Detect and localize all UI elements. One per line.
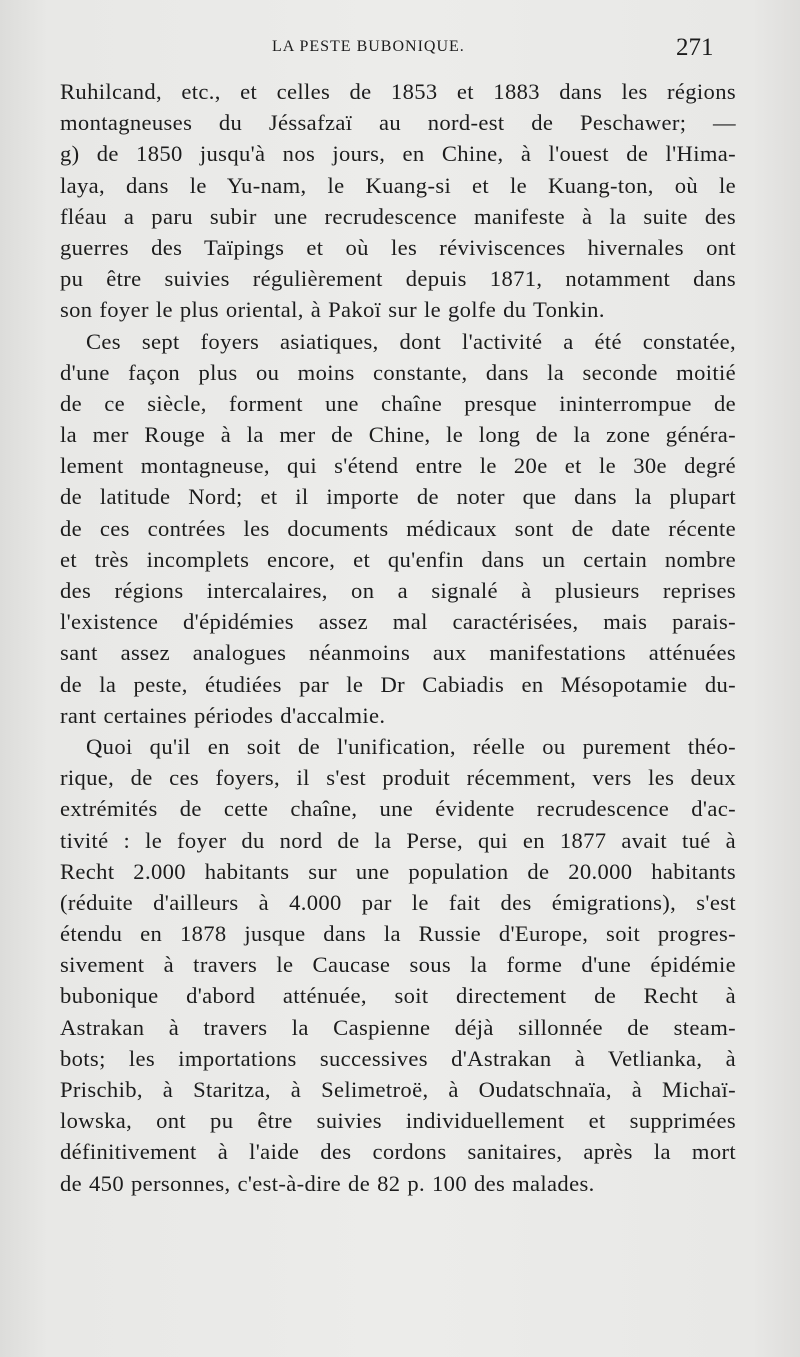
page-number: 271 bbox=[676, 34, 714, 61]
text-line: bots; les importations successives d'Astrakan à Vetlianka, à bbox=[60, 1045, 736, 1071]
text-line: de la peste, étudiées par le Dr Cabiadis en Mésopotamie du- bbox=[60, 671, 736, 697]
text-line: de 450 personnes, c'est-à-dire de 82 p. 100 des malades. bbox=[60, 1170, 595, 1196]
text-line: lement montagneuse, qui s'étend entre le 20e et le 30e degré bbox=[60, 453, 736, 479]
text-line: pu être suivies régulièrement depuis 1871, notamment dans bbox=[60, 266, 736, 292]
text-line: bubonique d'abord atténuée, soit directement de Recht à bbox=[60, 983, 736, 1009]
text-line: étendu en 1878 jusque dans la Russie d'Europe, soit progres- bbox=[60, 921, 736, 947]
text-line: rant certaines périodes d'accalmie. bbox=[60, 702, 386, 728]
text-line: de ces contrées les documents médicaux sont de date récente bbox=[60, 515, 736, 541]
paragraph bbox=[60, 326, 736, 731]
body-text bbox=[60, 76, 736, 1199]
text-line: Recht 2.000 habitants sur une population de 20.000 habitants bbox=[60, 858, 736, 884]
text-line: Prischib, à Staritza, à Selimetroë, à Oudatschnaïa, à Michaï- bbox=[60, 1077, 736, 1102]
paragraph bbox=[60, 731, 736, 1199]
text-line: des régions intercalaires, on a signalé à plusieurs reprises bbox=[60, 578, 736, 603]
text-line: guerres des Taïpings et où les réviviscences hivernales ont bbox=[60, 234, 736, 260]
text-line: tivité : le foyer du nord de la Perse, qui en 1877 avait tué à bbox=[60, 827, 736, 853]
text-line: lowska, ont pu être suivies individuellement et supprimées bbox=[60, 1108, 736, 1134]
text-line: et très incomplets encore, et qu'enfin dans un certain nombre bbox=[60, 546, 736, 572]
running-title: LA PESTE BUBONIQUE. bbox=[272, 38, 465, 55]
text-line: Quoi qu'il en soit de l'unification, réelle ou purement théo- bbox=[86, 733, 736, 759]
text-line: extrémités de cette chaîne, une évidente recrudescence d'ac- bbox=[60, 796, 736, 822]
text-line: Ces sept foyers asiatiques, dont l'activité a été constatée, bbox=[86, 328, 736, 354]
text-line: l'existence d'épidémies assez mal caractérisées, mais parais- bbox=[60, 609, 736, 635]
text-line: laya, dans le Yu-nam, le Kuang-si et le Kuang-ton, où le bbox=[60, 172, 736, 198]
text-line: la mer Rouge à la mer de Chine, le long de la zone généra- bbox=[60, 422, 736, 448]
text-line: sant assez analogues néanmoins aux manifestations atténuées bbox=[60, 640, 736, 666]
text-line: de latitude Nord; et il importe de noter que dans la plupart bbox=[60, 484, 736, 510]
text-line: g) de 1850 jusqu'à nos jours, en Chine, à l'ouest de l'Hima- bbox=[60, 141, 736, 167]
text-line: d'une façon plus ou moins constante, dans la seconde moitié bbox=[60, 359, 736, 385]
text-line: définitivement à l'aide des cordons sanitaires, après la mort bbox=[60, 1139, 736, 1165]
text-line: sivement à travers le Caucase sous la forme d'une épidémie bbox=[60, 952, 736, 978]
text-line: fléau a paru subir une recrudescence manifeste à la suite des bbox=[60, 203, 736, 229]
page-header bbox=[0, 34, 800, 74]
paragraph bbox=[60, 76, 736, 326]
text-line: de ce siècle, forment une chaîne presque ininterrompue de bbox=[60, 390, 736, 416]
text-line: son foyer le plus oriental, à Pakoï sur le golfe du Tonkin. bbox=[60, 297, 605, 323]
text-line: (réduite d'ailleurs à 4.000 par le fait des émigrations), s'est bbox=[60, 889, 736, 915]
text-line: Astrakan à travers la Caspienne déjà sillonnée de steam- bbox=[60, 1014, 736, 1040]
text-line: Ruhilcand, etc., et celles de 1853 et 1883 dans les régions bbox=[60, 79, 736, 104]
text-line: montagneuses du Jéssafzaï au nord-est de Peschawer; — bbox=[60, 110, 736, 136]
text-line: rique, de ces foyers, il s'est produit récemment, vers les deux bbox=[60, 765, 736, 791]
